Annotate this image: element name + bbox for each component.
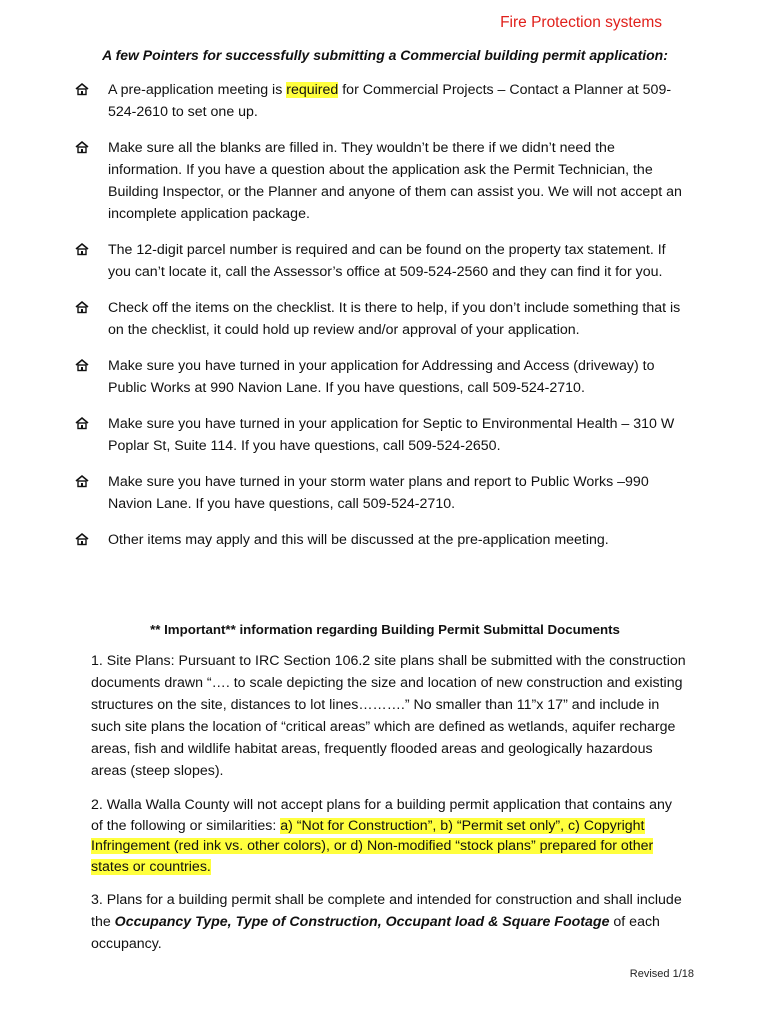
list-item: [0, 413, 688, 457]
bullet-text: Make sure all the blanks are filled in. They wouldn’t be there if we didn’t need the information. If you have a question about the application ask the Permit Technician, the Building Inspector, or the Planner and anyone of them can assist you. We will not accept an incomplete application package.: [108, 140, 682, 222]
item2-text: 2. Walla Walla County will not accept plans for a building permit application that contains any of the following or similarities:: [91, 797, 672, 834]
list-item: [0, 79, 688, 123]
bullet-text: Make sure you have turned in your application for Addressing and Access (driveway) to Public Works at 990 Navion Lane. If you have questions, call 509-524-2710.: [108, 358, 655, 396]
numbered-item-plan-requirements: [91, 889, 687, 955]
list-item: [0, 529, 688, 551]
list-item: [0, 471, 688, 515]
bullet-text: Make sure you have turned in your storm water plans and report to Public Works –990 Navion Lane. If you have questions, call 509-524-2710.: [108, 474, 649, 512]
bullet-text: Make sure you have turned in your application for Septic to Environmental Health – 310 W Poplar St, Suite 114. If you have questions, call 509-524-2650.: [108, 416, 675, 454]
list-item: [0, 297, 688, 341]
item3-text-end: of each occupancy.: [91, 914, 660, 952]
house-icon: [75, 300, 89, 314]
numbered-item-plan-restrictions: [91, 795, 687, 877]
header-note: Fire Protection systems: [500, 14, 662, 31]
bullet-text: The 12-digit parcel number is required and can be found on the property tax statement. If you can’t locate it, call the Assessor’s office at 509-524-2560 and they can find it for you.: [108, 242, 666, 280]
bullet-text-end: for Commercial Projects – Contact a Planner at 509-524-2610 to set one up.: [108, 82, 672, 120]
house-icon: [75, 140, 89, 154]
highlighted-text: required: [286, 82, 339, 98]
list-item: [0, 355, 688, 399]
house-icon: [75, 474, 89, 488]
important-heading: ** Important** information regarding Building Permit Submittal Documents: [150, 622, 620, 637]
house-icon: [75, 242, 89, 256]
house-icon: [75, 358, 89, 372]
pointer-list: [0, 79, 770, 565]
house-icon: [75, 82, 89, 96]
house-icon: [75, 416, 89, 430]
item3-bold-text: Occupancy Type, Type of Construction, Occupant load & Square Footage: [114, 914, 610, 930]
highlighted-text: a) “Not for Construction”, b) “Permit set only”, c) Copyright Infringement (red ink vs. other colors), or d) Non-modified “stock plans” prepared for other states or countries.: [91, 817, 654, 875]
revision-note: Revised 1/18: [629, 968, 694, 980]
item3-text: 3. Plans for a building permit shall be complete and intended for construction and shall include the: [91, 892, 682, 930]
bullet-text: A pre-application meeting is: [108, 82, 287, 98]
bullet-text: Other items may apply and this will be discussed at the pre-application meeting.: [108, 532, 609, 548]
house-icon: [75, 532, 89, 546]
numbered-item-site-plans: 1. Site Plans: Pursuant to IRC Section 106.2 site plans shall be submitted with the construction documents drawn “…. to scale depicting the size and location of new construction and existing structures on the site, distances to lot lines……….” No smaller than 11”x 17” and include in such site plans the location of “critical areas” which are defined as wetlands, aquifer recharge areas, fish and wildlife habitat areas, frequently flooded areas and geologically hazardous areas (steep slopes).: [91, 653, 686, 779]
bullet-text: Check off the items on the checklist. It is there to help, if you don’t include something that is on the checklist, it could hold up review and/or approval of your application.: [108, 300, 681, 338]
list-item: [0, 239, 688, 283]
page-heading: A few Pointers for successfully submitting a Commercial building permit application:: [102, 47, 668, 63]
list-item: [0, 137, 688, 225]
